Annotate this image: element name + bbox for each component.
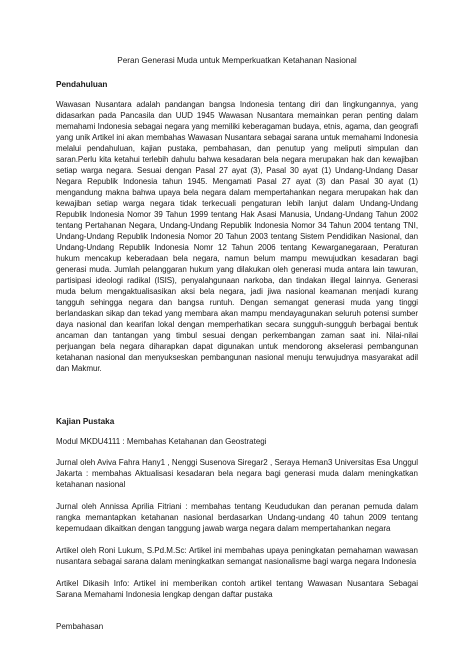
reference-item: Modul MKDU4111 : Membahas Ketahanan dan Geostrategi xyxy=(56,437,267,446)
reference-item: Artikel Dikasih Info: Artikel ini memberikan contoh artikel tentang Wawasan Nusantara Sebagai Sarana Memahami Indonesia lengkap dengan daftar pustaka xyxy=(56,579,418,599)
intro-paragraph: Wawasan Nusantara adalah pandangan bangsa Indonesia tentang diri dan lingkungannya, yang didasarkan pada Pancasila dan UUD 1945 Wawasan Nusantara memainkan peran penting dalam memahami Indonesia sebagai negara yang memiliki keberagaman budaya, etnis, agama, dan geografi yang unik Artikel ini akan membahas Wawasan Nusantara sebagai sarana untuk memahami Indonesia melalui pendahuluan, kajian pustaka, pembahasan, dan penutup yang meliputi simpulan dan saran.Perlu kita ketahui terlebih dahulu bahwa kesadaran bela negara merupakan hak dan kewajiban setiap warga negara. Sesuai dengan Pasal 27 ayat (3), Pasal 30 ayat (1) Undang-Undang Dasar Negara Republik Indonesia tahun 1945. Mengamati Pasal 27 ayat (3) dan Pasal 30 ayat (1) mengandung makna bahwa upaya bela negara dalam mempertahankan negara merupakan hak dan kewajiban setiap warga negara tidak terkecuali pengaturan lebih lanjut dalam Undang-Undang Republik Indonesia Nomor 39 Tahun 1999 tentang Hak Asasi Manusia, Undang-Undang Tahun 2002 tentang Pertahanan Negara, Undang-Undang Republik Indonesia Nomor 34 Tahun 2004 tentang TNI, Undang-Undang Republik Indonesia Nomor 20 Tahun 2003 tentang Sistem Pendidikan Nasional, dan Undang-Undang Republik Indonesia Nomr 12 Tahun 2006 tentang Kewarganegaraan, Peraturan hukum mencakup keberadaan bela negara, namun belum mampu mewujudkan kesadaran bagi generasi muda. Jumlah pelanggaran hukum yang dilakukan oleh generasi muda antara lain tawuran, partisipasi ideologi radikal (ISIS), penyalahgunaan narkoba, dan tindakan illegal lainnya. Generasi muda belum mengaktualisasikan aksi bela negara, jadi jiwa nasional keamanan menjadi kurang tangguh sehingga negara dan bangsa runtuh. Dengan semangat generasi muda yang tinggi berlandaskan sikap dan tekad yang membara akan mampu mendayagunakan seluruh potensi sumber daya nasional dan kearifan lokal dengan memperhatikan secara sungguh-sungguh berbagai bentuk ancaman dan tantangan yang timbul sesuai dengan perkembangan zaman saat ini. Nilai-nilai perjuangan bela negara diharapkan dapat digunakan untuk mendorong akselerasi pembangunan ketahanan nasional dan menyukseskan pembangunan nasional menuju terwujudnya masyarakat adil dan Makmur. xyxy=(56,100,418,373)
closing-heading: Pembahasan xyxy=(56,622,104,631)
reference-item: Artikel oleh Roni Lukum, S.Pd.M.Sc: Artikel ini membahas upaya peningkatan pemahaman wawasan nusantara sebagai sarana dalam meningkatkan semangat nasionalisme bagi warga negara Indonesia xyxy=(56,546,418,566)
reference-item: Jurnal oleh Annissa Aprilia Fitriani : membahas tentang Keududukan dan peranan pemuda dalam rangka memantapkan ketahanan nasional berdasarkan Undang-undang 40 tahun 2009 tentang kepemudaan dikaitkan dengan tanggung jawab warga negara dalam mempertahankan negara xyxy=(56,502,418,533)
review-heading: Kajian Pustaka xyxy=(56,417,115,426)
document-title: Peran Generasi Muda untuk Memperkuatkan Ketahanan Nasional xyxy=(117,56,357,65)
section-spacer xyxy=(56,374,418,416)
reference-item: Jurnal oleh Aviva Fahra Hany1 , Nenggi Susenova Siregar2 , Seraya Heman3 Universitas Esa Unggul Jakarta : membahas Aktualisasi kesadaran bela negara bagi generasi muda dalam meningkatkan ketahanan nasional xyxy=(56,458,418,489)
intro-heading: Pendahuluan xyxy=(56,80,108,89)
